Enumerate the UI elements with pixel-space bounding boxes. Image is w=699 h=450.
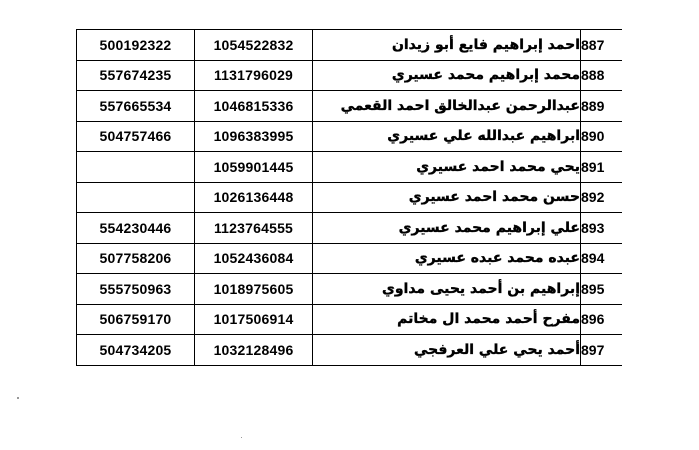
name-cell: عبدالرحمن عبدالخالق احمد القعمي — [313, 91, 581, 122]
table-row — [77, 182, 623, 213]
mobile-cell: 500192322 — [77, 30, 195, 61]
mobile-cell — [77, 152, 195, 183]
table-row — [77, 304, 623, 335]
mobile-cell: 507758206 — [77, 243, 195, 274]
name-cell: إبراهيم بن أحمد يحيى مداوي — [313, 274, 581, 305]
id-number-cell: 1054522832 — [195, 30, 313, 61]
mobile-cell: 506759170 — [77, 304, 195, 335]
name-cell: علي إبراهيم محمد عسيري — [313, 213, 581, 244]
serial-number-cell: 887 — [581, 30, 623, 61]
mobile-cell: 557665534 — [77, 91, 195, 122]
name-cell: ابراهيم عبدالله علي عسيري — [313, 121, 581, 152]
roster-table — [76, 29, 622, 366]
mobile-cell: 557674235 — [77, 60, 195, 91]
table-row — [77, 335, 623, 366]
serial-number-cell: 897 — [581, 335, 623, 366]
id-number-cell: 1026136448 — [195, 182, 313, 213]
serial-number-cell: 894 — [581, 243, 623, 274]
name-cell: محمد إبراهيم محمد عسيري — [313, 60, 581, 91]
mobile-cell: 555750963 — [77, 274, 195, 305]
table-row — [77, 152, 623, 183]
scan-speck — [241, 437, 242, 438]
id-number-cell: 1131796029 — [195, 60, 313, 91]
id-number-cell: 1123764555 — [195, 213, 313, 244]
table-row — [77, 213, 623, 244]
table-row — [77, 30, 623, 61]
id-number-cell: 1046815336 — [195, 91, 313, 122]
id-number-cell: 1096383995 — [195, 121, 313, 152]
id-number-cell: 1018975605 — [195, 274, 313, 305]
serial-number-cell: 895 — [581, 274, 623, 305]
table-row — [77, 91, 623, 122]
serial-number-cell: 888 — [581, 60, 623, 91]
id-number-cell: 1032128496 — [195, 335, 313, 366]
name-cell: يحي محمد احمد عسيري — [313, 152, 581, 183]
table-row — [77, 274, 623, 305]
table-row — [77, 243, 623, 274]
mobile-cell: 554230446 — [77, 213, 195, 244]
mobile-cell: 504757466 — [77, 121, 195, 152]
serial-number-cell: 893 — [581, 213, 623, 244]
mobile-cell — [77, 182, 195, 213]
table-row — [77, 60, 623, 91]
serial-number-cell: 890 — [581, 121, 623, 152]
serial-number-cell: 896 — [581, 304, 623, 335]
table-row — [77, 121, 623, 152]
name-cell: مفرح أحمد محمد ال مخاتم — [313, 304, 581, 335]
scan-speck — [17, 397, 19, 399]
mobile-cell: 504734205 — [77, 335, 195, 366]
name-cell: حسن محمد احمد عسيري — [313, 182, 581, 213]
serial-number-cell: 892 — [581, 182, 623, 213]
id-number-cell: 1052436084 — [195, 243, 313, 274]
name-cell: عبده محمد عبده عسيري — [313, 243, 581, 274]
id-number-cell: 1059901445 — [195, 152, 313, 183]
name-cell: احمد إبراهيم فايع أبو زيدان — [313, 30, 581, 61]
serial-number-cell: 889 — [581, 91, 623, 122]
serial-number-cell: 891 — [581, 152, 623, 183]
name-cell: أحمد يحي علي العرفجي — [313, 335, 581, 366]
id-number-cell: 1017506914 — [195, 304, 313, 335]
